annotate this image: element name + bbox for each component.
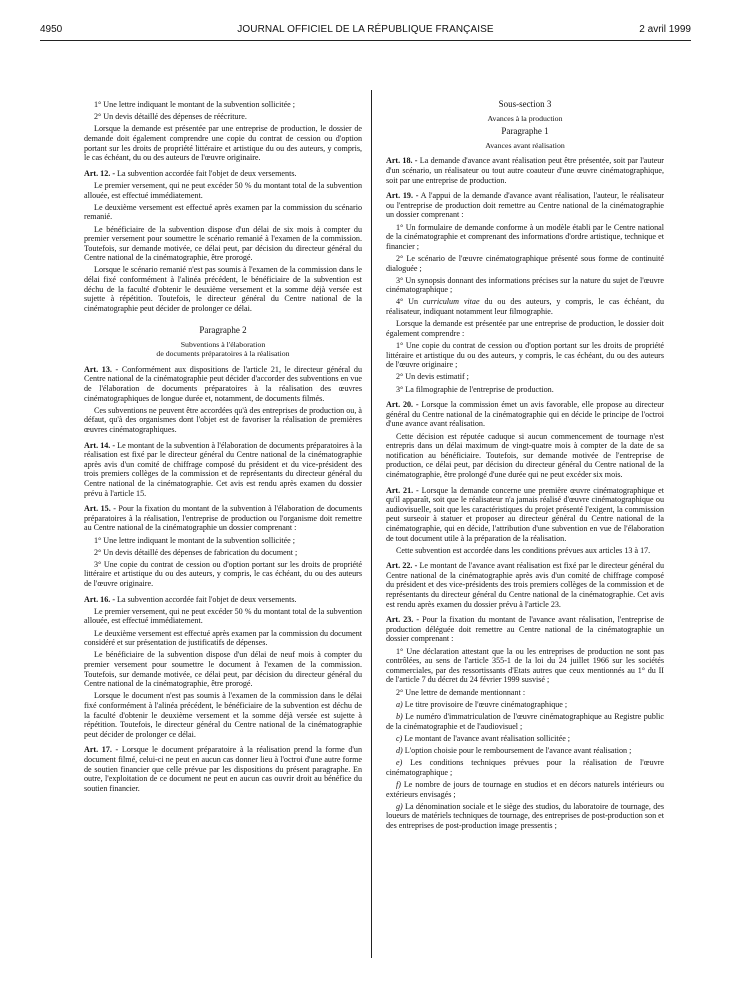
paragraph: Lorsque la demande est présentée par une entreprise de production, le dossier doit également comprendre : — [386, 319, 664, 338]
article-23 — [386, 615, 664, 644]
paragraph: Lorsque le document n'est pas soumis à l'examen de la commission dans le délai fixé conformément à l'alinéa précédent, le bénéficiaire de la subvention est déchu de la faculté d'obtenir le deuxième versement et la somme déjà versée est sujette à répétition. Toutefois, le directeur général du Centre national de la cinématographie peut décider de prolonger ce délai. — [84, 691, 362, 739]
article-label: Art. 22. - — [386, 561, 418, 571]
left-column — [84, 100, 362, 796]
article-text: La subvention accordée fait l'objet de deux versements. — [115, 168, 297, 178]
article-text: La subvention accordée fait l'objet de deux versements. — [115, 594, 297, 604]
sub-item-label: d) — [396, 745, 403, 755]
article-19 — [386, 191, 664, 220]
header-rule — [40, 40, 691, 41]
sub-item — [386, 780, 664, 799]
article-15 — [84, 504, 362, 533]
paragraph: Le bénéficiaire de la subvention dispose d'un délai de neuf mois à compter du premier versement pour soumettre le document à l'examen de la commission. Toutefois, sur demande motivée, ce délai peut, par décision du directeur général du Centre national de la cinématographie, être prorogé. — [84, 650, 362, 689]
section-title: Sous-section 3 — [498, 99, 552, 109]
item-text: du ou des auteurs, y compris, le cas échéant, du réalisateur, indiquant notamment leur filmographie. — [386, 297, 664, 317]
article-label: Art. 19. - — [386, 191, 419, 201]
article-text: Lorsque la demande concerne une première œuvre cinématographique et qu'il apparaît, soit que le réalisateur n'a jamais réalisé d'œuvre cinématographique ou audiovisuelle, soit que les caractéristiques du projet présenté l'exigent, la commission peut surseoir à statuer et proposer au directeur général du Centre national de la cinématographie, qui en décide, l'attribution d'une subvention en vue de l'élaboration de tout document utile à la préparation de la réalisation. — [386, 485, 664, 543]
article-21 — [386, 486, 664, 544]
list-item: 3° Une copie du contrat de cession ou d'option portant sur les droits de propriété littéraire et artistique du ou des auteurs, y compris, le cas échéant, du ou des auteurs de l'œuvre originaire. — [84, 559, 362, 589]
section-subtitle: Subventions à l'élaboration — [180, 339, 266, 349]
article-22 — [386, 561, 664, 609]
list-item: 2° Le scénario de l'œuvre cinématographique présenté sous forme de continuité dialoguée ; — [386, 253, 664, 273]
article-text: A l'appui de la demande d'avance avant réalisation, l'auteur, le réalisateur ou l'entreprise de production doit remettre au Centre national de la cinématographie un dossier comprenant : — [386, 191, 665, 220]
sub-item — [386, 712, 664, 731]
sub-item — [386, 758, 664, 777]
list-item: 1° Une copie du contrat de cession ou d'option portant sur les droits de propriété littéraire et artistique du ou des auteurs, y compris, le cas échéant, du ou des auteurs de l'œuvre originaire ; — [386, 341, 664, 370]
article-label: Art. 18. - — [386, 156, 418, 166]
journal-title: JOURNAL OFFICIEL DE LA RÉPUBLIQUE FRANÇAISE — [237, 24, 494, 35]
sub-item-text: Le numéro d'immatriculation de l'œuvre cinématographique au Registre public de la cinématographie et de l'audiovisuel ; — [386, 711, 664, 731]
sub-item-text: Le montant de l'avance avant réalisation sollicitée ; — [402, 733, 571, 743]
sub-item-label: c) — [396, 733, 403, 743]
sub-item-text: Le titre provisoire de l'œuvre cinématographique ; — [402, 699, 568, 709]
paragraph: Cette décision est réputée caduque si aucun commencement de tournage n'est entrepris dans un délai maximum de vingt-quatre mois à compter de la date de sa notification au bénéficiaire. Toutefois, sur demande motivée de l'entreprise de production, ce délai peut, par décision du directeur général du Centre national de la cinématographie, être prolongé d'une durée qui ne peut excéder six mois. — [386, 431, 664, 479]
section-title: Paragraphe 1 — [501, 126, 549, 137]
article-text: Le montant de l'avance avant réalisation est fixé par le directeur général du Centre national de la cinématographie après avis d'un comité de chiffrage composé du président et des vice-présidents des trois premiers collèges de la commission et de représentants du directeur général du Centre national de la cinématographie. Cet avis est rendu après examen du dossier prévu à l'article 23. — [386, 561, 664, 609]
right-column — [386, 100, 664, 833]
article-text: Lorsque le document préparatoire à la réalisation prend la forme d'un document filmé, celui-ci ne peut en aucun cas donner lieu à l'octroi d'une autre forme de soutien financier que celle prévue par les dispositions du présent paragraphe. En outre, l'exploitation de ce document ne peut en aucun cas ouvrir droit au bénéfice du soutien financier. — [84, 745, 362, 793]
sub-item-text: Le nombre de jours de tournage en studios et en décors naturels intérieurs ou extérieurs envisagés ; — [386, 779, 664, 799]
paragraph: Lorsque la demande est présentée par une entreprise de production, le dossier de demande doit également comprendre une copie du contrat de cession ou d'option portant sur les droits de propriété littéraire et artistique du ou des auteurs, y compris, le cas échéant, du ou des auteurs de l'œuvre originaire. — [84, 124, 362, 163]
article-text: Lorsque la commission émet un avis favorable, elle propose au directeur général du Centre national de la cinématographie qui en décide le principe de l'octroi d'une avance avant réalisation. — [386, 400, 665, 429]
section-subtitle: Avances avant réalisation — [485, 140, 565, 150]
article-label: Art. 23. - — [386, 615, 420, 625]
article-label: Art. 15. - — [84, 504, 116, 514]
sub-item — [386, 802, 664, 831]
list-item — [386, 297, 664, 316]
list-item: 1° Une déclaration attestant que la ou les entreprises de production ne sont pas contrôlées, au sens de l'article 355-1 de la loi du 24 juillet 1966 sur les sociétés commerciales, par des ressortissants d'Etats autres que ceux mentionnés au 1° du II de l'article 7 du décret du 24 février 1999 susvisé ; — [386, 646, 664, 685]
article-text: Conformément aux dispositions de l'article 21, le directeur général du Centre national de la cinématographie peut décider d'accorder des subventions en vue de l'élaboration de documents préparatoires à la réalisation des œuvres cinématographiques de longue durée et, notamment, de documents filmés. — [84, 364, 362, 403]
sub-item — [386, 734, 664, 744]
paragraph: Le deuxième versement est effectué après examen par la commission du document considéré et sur présentation de justificatifs de dépenses. — [84, 628, 362, 648]
article-18 — [386, 156, 664, 185]
sub-item-text: Les conditions techniques prévues pour la réalisation de l'œuvre cinématographique ; — [386, 758, 664, 777]
article-label: Art. 20. - — [386, 400, 419, 410]
article-text: Pour la fixation du montant de la subvention à l'élaboration de documents préparatoires à la réalisation, l'entreprise de production ou l'organisme doit remettre au Centre national de la cinématographie un dossier comprenant : — [84, 504, 363, 533]
item-text-italic: curriculum vitae — [422, 297, 480, 307]
paragraph: 2° Un devis détaillé des dépenses de réécriture. — [94, 112, 247, 122]
list-item: 3° Un synopsis donnant des informations précises sur la nature du sujet de l'œuvre cinématographique ; — [386, 275, 664, 295]
article-16 — [84, 595, 362, 605]
paragraph: Le deuxième versement est effectué après examen par la commission du scénario remanié. — [84, 202, 362, 222]
section-title: Paragraphe 2 — [199, 325, 247, 336]
issue-date: 2 avril 1999 — [639, 24, 691, 35]
page-header — [40, 24, 691, 38]
sub-item — [386, 700, 664, 710]
list-item: 1° Un formulaire de demande conforme à un modèle établi par le Centre national de la cinématographie et comprenant des informations d'ordre artistique, technique et financier ; — [386, 222, 664, 251]
list-item: 1° Une lettre indiquant le montant de la subvention sollicitée ; — [94, 535, 296, 545]
sub-item-label: a) — [396, 699, 403, 709]
paragraph: Cette subvention est accordée dans les conditions prévues aux articles 13 à 17. — [396, 545, 651, 555]
article-label: Art. 17. - — [84, 745, 119, 755]
article-20 — [386, 400, 664, 429]
sub-item-label: f) — [396, 779, 401, 789]
sub-item-text: La dénomination sociale et le siège des studios, du laboratoire de tournage, des loueurs de matériels techniques de tournage, des entreprises de post-production son et des entreprises de post-production image pressentis ; — [386, 801, 664, 830]
article-text: Pour la fixation du montant de l'avance avant réalisation, l'entreprise de production déléguée doit remettre au Centre national de la cinématographie un dossier comprenant : — [386, 615, 664, 644]
article-12 — [84, 169, 362, 179]
list-item: 2° Un devis détaillé des dépenses de fabrication du document ; — [94, 547, 298, 557]
sub-item-label: e) — [396, 758, 403, 768]
article-text: Le montant de la subvention à l'élaboration de documents préparatoires à la réalisation est fixé par le directeur général du Centre national de la cinématographie après avis d'un comité de chiffrage composé du président et du vice-président des trois premiers collèges de la commission et de représentants du directeur général du Centre national de la cinématographie. Cet avis est rendu après examen du dossier prévu à l'article 15. — [84, 440, 362, 498]
section-subtitle: de documents préparatoires à la réalisation — [156, 349, 290, 359]
section-subtitle: Avances à la production — [487, 113, 563, 123]
paragraph: Lorsque le scénario remanié n'est pas soumis à l'examen de la commission dans le délai fixé conformément à l'alinéa précédent, le bénéficiaire de la subvention est déchu de la faculté d'obtenir le deuxième versement et la somme déjà versée est sujette à répétition. Toutefois, le directeur général du Centre national de la cinématographie peut décider de prolonger ce délai. — [84, 265, 362, 313]
article-label: Art. 13. - — [84, 364, 119, 374]
sub-item-text: L'option choisie pour le remboursement de l'avance avant réalisation ; — [402, 745, 632, 755]
article-13 — [84, 365, 362, 403]
sub-item — [386, 746, 664, 756]
paragraph: 1° Une lettre indiquant le montant de la subvention sollicitée ; — [94, 100, 296, 109]
paragraph: Le bénéficiaire de la subvention dispose d'un délai de six mois à compter du premier versement pour soumettre le scénario remanié à l'examen de la commission. Toutefois, sur demande motivée, ce délai peut, par décision du directeur général du Centre national de la cinématographie, être prorogé. — [84, 224, 362, 263]
article-label: Art. 14. - — [84, 440, 116, 450]
article-text: La demande d'avance avant réalisation peut être présentée, soit par l'auteur d'un scénario, un réalisateur ou tout autre coauteur d'une œuvre cinématographique, soit par une entreprise de production. — [386, 156, 665, 185]
item-text: 4° Un — [396, 297, 423, 307]
article-label: Art. 12. - — [84, 168, 116, 178]
column-divider — [371, 90, 372, 958]
sub-item-label: g) — [396, 801, 403, 811]
paragraph: Le premier versement, qui ne peut excéder 50 % du montant total de la subvention allouée, est effectué immédiatement. — [84, 606, 362, 626]
sub-item-label: b) — [396, 711, 403, 721]
article-label: Art. 21. - — [386, 485, 419, 495]
article-17 — [84, 745, 362, 793]
article-14 — [84, 441, 362, 499]
list-item: 3° La filmographie de l'entreprise de production. — [396, 384, 554, 394]
article-label: Art. 16. - — [84, 594, 116, 604]
paragraph: Ces subventions ne peuvent être accordées qu'à des entreprises de production ou, à défaut, qu'à des organismes dont l'objet est de favoriser la réalisation de premières œuvres cinématographiques. — [84, 405, 362, 434]
paragraph: Le premier versement, qui ne peut excéder 50 % du montant total de la subvention allouée, est effectué immédiatement. — [84, 180, 362, 200]
page-number: 4950 — [40, 24, 63, 35]
list-item: 2° Une lettre de demande mentionnant : — [396, 687, 526, 697]
list-item: 2° Un devis estimatif ; — [396, 372, 469, 382]
